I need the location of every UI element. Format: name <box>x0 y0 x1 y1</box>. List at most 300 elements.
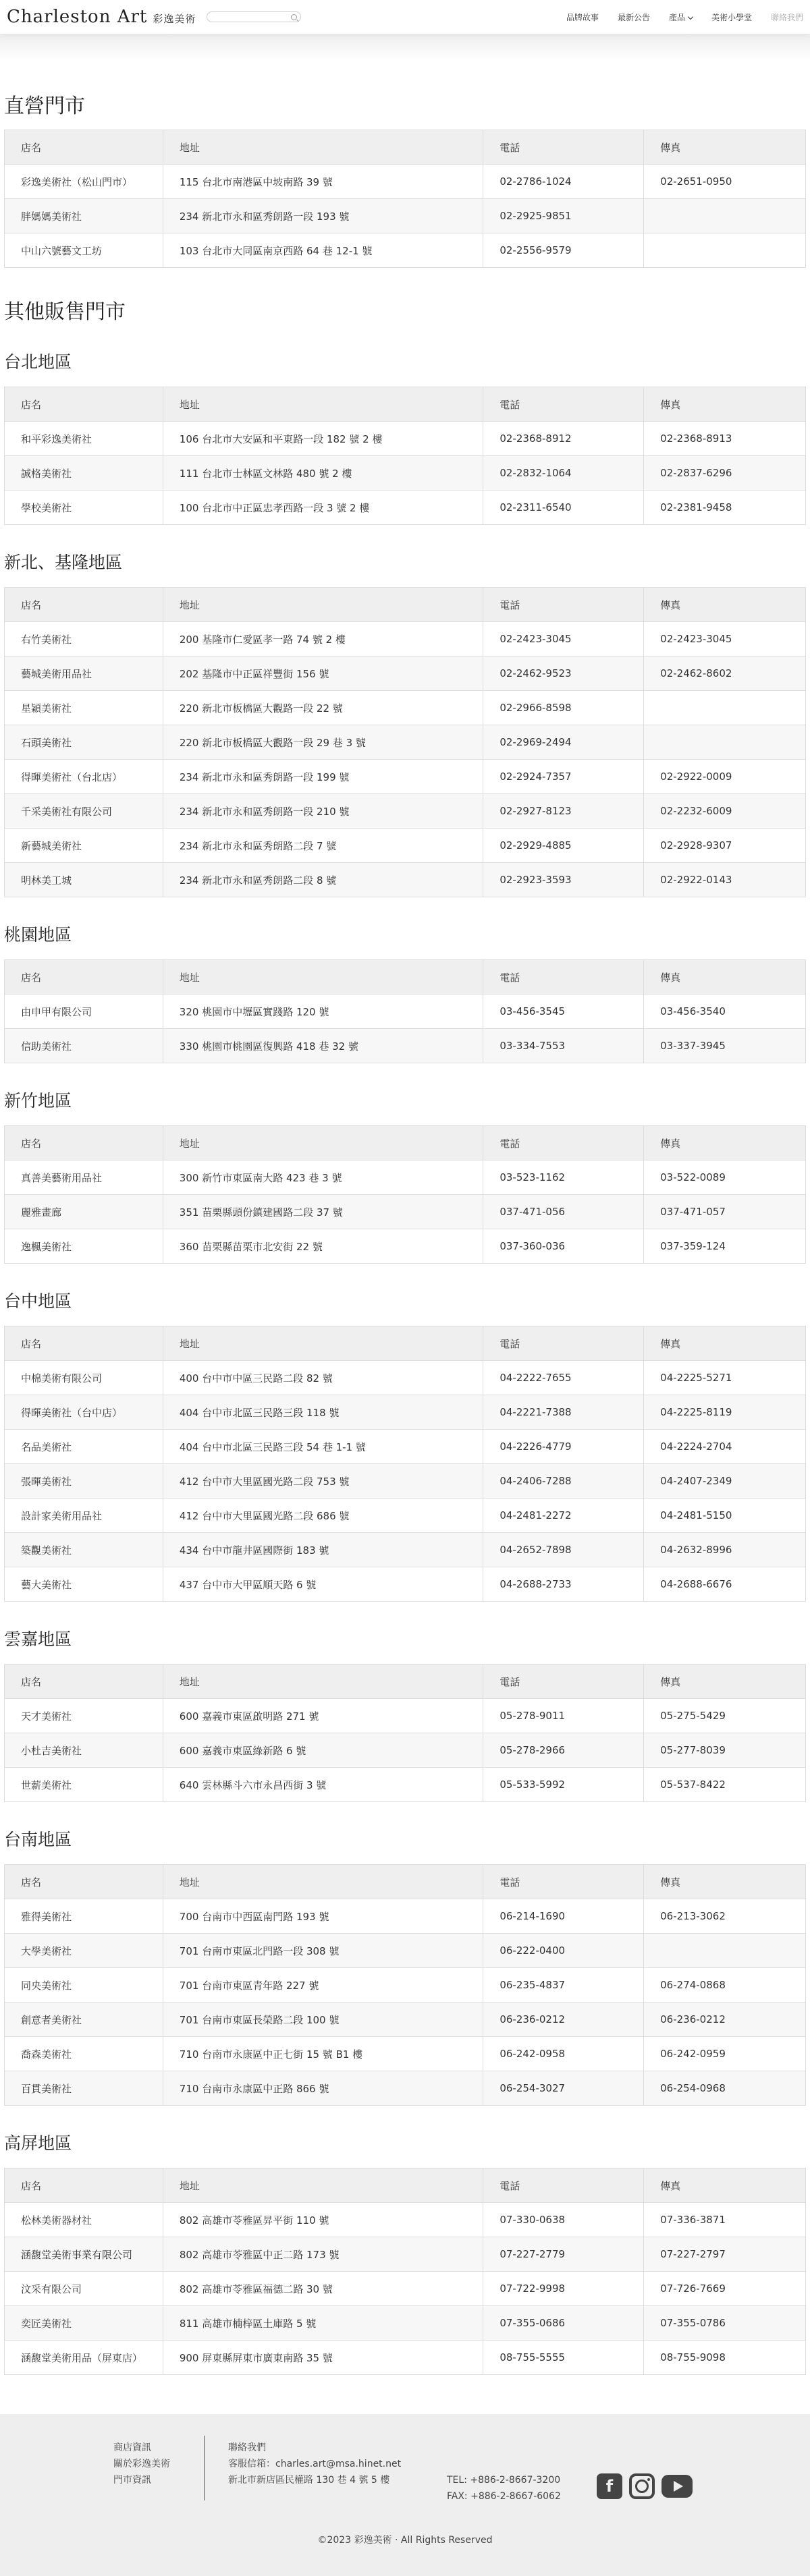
fax-cell: 06-213-3062 <box>644 1899 806 1934</box>
fax-header: 傳真 <box>644 960 806 995</box>
site-footer <box>0 2414 810 2576</box>
direct-stores-table-wrap <box>4 130 806 268</box>
table-row <box>5 760 806 794</box>
address-cell: 802 高雄市苓雅區福德二路 30 號 <box>163 2272 483 2306</box>
store-name-cell: 學校美術社 <box>5 491 163 525</box>
phone-cell: 02-2786-1024 <box>483 165 644 199</box>
store-name-cell: 築觀美術社 <box>5 1533 163 1567</box>
address-cell: 220 新北市板橋區大觀路一段 22 號 <box>163 691 483 725</box>
contact-tel: TEL: +886-2-8667-3200 <box>447 2475 561 2486</box>
fax-cell: 08-755-9098 <box>644 2341 806 2375</box>
store-name-cell: 喬森美術社 <box>5 2037 163 2071</box>
store-name-header: 店名 <box>5 960 163 995</box>
table-header-row <box>5 588 806 622</box>
address-cell: 234 新北市永和區秀朗路一段 193 號 <box>163 199 483 233</box>
region-title: 新竹地區 <box>4 1091 72 1111</box>
store-table <box>4 2168 806 2375</box>
contact-title: 聯絡我們 <box>228 2442 266 2453</box>
store-name-cell: 百貫美術社 <box>5 2071 163 2106</box>
store-name-header: 店名 <box>5 130 163 165</box>
address-cell: 115 台北市南港區中坡南路 39 號 <box>163 165 483 199</box>
phone-header: 電話 <box>483 130 644 165</box>
table-header-row <box>5 1865 806 1899</box>
phone-cell: 06-214-1690 <box>483 1899 644 1934</box>
footer-link-store-info[interactable]: 商店資訊 <box>113 2442 151 2453</box>
store-name-cell: 石頭美術社 <box>5 725 163 760</box>
table-row <box>5 691 806 725</box>
table-row <box>5 1430 806 1464</box>
table-header-row <box>5 387 806 422</box>
fax-cell <box>644 199 806 233</box>
address-header: 地址 <box>163 588 483 622</box>
table-row <box>5 1934 806 1968</box>
store-name-cell: 由申甲有限公司 <box>5 995 163 1029</box>
store-name-cell: 彩逸美術社（松山門市） <box>5 165 163 199</box>
nav-products[interactable] <box>669 11 693 23</box>
address-cell: 412 台中市大里區國光路二段 686 號 <box>163 1499 483 1533</box>
store-name-cell: 世薪美術社 <box>5 1768 163 1802</box>
region-title: 台北地區 <box>4 352 72 372</box>
table-row <box>5 2037 806 2071</box>
fax-cell: 02-2922-0143 <box>644 863 806 897</box>
address-header: 地址 <box>163 1865 483 1899</box>
store-table <box>4 1664 806 1802</box>
fax-cell: 04-2225-8119 <box>644 1395 806 1430</box>
address-cell: 434 台中市龍井區國際街 183 號 <box>163 1533 483 1567</box>
fax-cell: 06-236-0212 <box>644 2003 806 2037</box>
fax-cell: 02-2232-6009 <box>644 794 806 829</box>
store-name-cell: 涵馥堂美術事業有限公司 <box>5 2237 163 2272</box>
table-row <box>5 1768 806 1802</box>
phone-cell: 07-722-9998 <box>483 2272 644 2306</box>
phone-cell: 037-471-056 <box>483 1195 644 1229</box>
phone-cell: 02-2923-3593 <box>483 863 644 897</box>
phone-cell: 02-2311-6540 <box>483 491 644 525</box>
nav-news[interactable]: 最新公告 <box>617 12 650 22</box>
contact-address: 新北市新店區民權路 130 巷 4 號 5 樓 <box>228 2475 390 2486</box>
address-header: 地址 <box>163 1126 483 1160</box>
table-row <box>5 1361 806 1395</box>
fax-header: 傳真 <box>644 387 806 422</box>
site-header <box>0 0 810 34</box>
address-cell: 701 台南市東區青年路 227 號 <box>163 1968 483 2003</box>
table-row <box>5 1533 806 1567</box>
table-row <box>5 1499 806 1533</box>
phone-cell: 06-254-3027 <box>483 2071 644 2106</box>
footer-contact <box>228 2440 401 2488</box>
contact-fax: FAX: +886-2-8667-6062 <box>447 2491 561 2502</box>
fax-cell: 05-275-5429 <box>644 1699 806 1733</box>
phone-cell: 06-222-0400 <box>483 1934 644 1968</box>
address-cell: 330 桃園市桃園區復興路 418 巷 32 號 <box>163 1029 483 1063</box>
fax-cell: 02-2462-8602 <box>644 656 806 691</box>
table-row <box>5 2003 806 2037</box>
phone-cell: 02-2925-9851 <box>483 199 644 233</box>
table-header-row <box>5 130 806 165</box>
phone-cell: 02-2832-1064 <box>483 456 644 491</box>
region-title: 高屏地區 <box>4 2133 72 2153</box>
phone-cell: 04-2688-2733 <box>483 1567 644 1602</box>
address-cell: 710 台南市永康區中正七街 15 號 B1 樓 <box>163 2037 483 2071</box>
social-links <box>597 2473 693 2499</box>
phone-cell: 05-278-9011 <box>483 1699 644 1733</box>
address-cell: 404 台中市北區三民路三段 118 號 <box>163 1395 483 1430</box>
store-name-header: 店名 <box>5 1126 163 1160</box>
store-name-cell: 雅得美術社 <box>5 1899 163 1934</box>
store-name-cell: 右竹美術社 <box>5 622 163 656</box>
store-name-cell: 奕匠美術社 <box>5 2306 163 2341</box>
address-cell: 106 台北市大安區和平東路一段 182 號 2 樓 <box>163 422 483 456</box>
store-name-cell: 千采美術社有限公司 <box>5 794 163 829</box>
store-name-cell: 小杜吉美術社 <box>5 1733 163 1768</box>
store-name-cell: 得暉美術社（台北店） <box>5 760 163 794</box>
table-row <box>5 995 806 1029</box>
regions-wrap <box>4 349 806 2375</box>
address-cell: 640 雲林縣斗六市永昌西街 3 號 <box>163 1768 483 1802</box>
phone-cell: 02-2423-3045 <box>483 622 644 656</box>
phone-cell: 04-2222-7655 <box>483 1361 644 1395</box>
phone-cell: 08-755-5555 <box>483 2341 644 2375</box>
store-name-cell: 同央美術社 <box>5 1968 163 2003</box>
store-name-cell: 涵馥堂美術用品（屏東店） <box>5 2341 163 2375</box>
store-name-cell: 中山六號藝文工坊 <box>5 233 163 268</box>
store-table <box>4 587 806 897</box>
search-box <box>207 11 301 22</box>
fax-cell: 04-2688-6676 <box>644 1567 806 1602</box>
footer-divider <box>204 2436 205 2500</box>
store-table <box>4 387 806 525</box>
store-name-cell: 大學美術社 <box>5 1934 163 1968</box>
fax-cell: 04-2225-5271 <box>644 1361 806 1395</box>
store-name-cell: 麗雅畫廊 <box>5 1195 163 1229</box>
nav-art-school[interactable]: 美術小學堂 <box>711 12 752 22</box>
region-title: 新北、基隆地區 <box>4 553 123 572</box>
fax-header: 傳真 <box>644 1326 806 1361</box>
table-row <box>5 1968 806 2003</box>
fax-cell: 03-456-3540 <box>644 995 806 1029</box>
table-row <box>5 233 806 268</box>
contact-email[interactable]: 客服信箱：charles.art@msa.hinet.net <box>228 2459 402 2469</box>
fax-cell: 06-242-0959 <box>644 2037 806 2071</box>
main-nav <box>566 11 803 23</box>
phone-cell: 04-2406-7288 <box>483 1464 644 1499</box>
table-row <box>5 829 806 863</box>
facebook-icon[interactable]: f <box>597 2473 622 2499</box>
footer-link-about[interactable]: 關於彩逸美術 <box>113 2459 170 2469</box>
phone-cell: 02-2929-4885 <box>483 829 644 863</box>
fax-cell: 07-336-3871 <box>644 2203 806 2237</box>
fax-cell: 05-537-8422 <box>644 1768 806 1802</box>
address-header: 地址 <box>163 1326 483 1361</box>
table-header-row <box>5 1126 806 1160</box>
phone-cell: 02-2462-9523 <box>483 656 644 691</box>
table-row <box>5 2237 806 2272</box>
table-header-row <box>5 960 806 995</box>
fax-header: 傳真 <box>644 1664 806 1699</box>
fax-cell: 07-227-2797 <box>644 2237 806 2272</box>
address-cell: 111 台北市士林區文林路 480 號 2 樓 <box>163 456 483 491</box>
store-table <box>4 130 806 268</box>
store-name-cell: 張暉美術社 <box>5 1464 163 1499</box>
brand-name-zh: 彩逸美術 <box>153 13 196 25</box>
fax-cell <box>644 233 806 268</box>
address-cell: 710 台南市永康區中正路 866 號 <box>163 2071 483 2106</box>
address-cell: 100 台北市中正區忠孝西路一段 3 號 2 樓 <box>163 491 483 525</box>
store-table <box>4 1864 806 2106</box>
phone-cell: 04-2481-2272 <box>483 1499 644 1533</box>
address-cell: 320 桃園市中壢區實踐路 120 號 <box>163 995 483 1029</box>
phone-header: 電話 <box>483 1664 644 1699</box>
address-cell: 900 屏東縣屏東市廣東南路 35 號 <box>163 2341 483 2375</box>
phone-header: 電話 <box>483 588 644 622</box>
store-name-header: 店名 <box>5 1664 163 1699</box>
address-cell: 360 苗栗縣苗栗市北安街 22 號 <box>163 1229 483 1264</box>
address-cell: 220 新北市板橋區大觀路一段 29 巷 3 號 <box>163 725 483 760</box>
phone-cell: 07-330-0638 <box>483 2203 644 2237</box>
phone-cell: 07-355-0686 <box>483 2306 644 2341</box>
store-name-cell: 新藝城美術社 <box>5 829 163 863</box>
table-row <box>5 622 806 656</box>
address-cell: 351 苗栗縣頭份鎮建國路二段 37 號 <box>163 1195 483 1229</box>
address-cell: 811 高雄市楠梓區土庫路 5 號 <box>163 2306 483 2341</box>
store-table <box>4 1125 806 1264</box>
table-row <box>5 1395 806 1430</box>
phone-cell: 02-2368-8912 <box>483 422 644 456</box>
address-cell: 234 新北市永和區秀朗路二段 7 號 <box>163 829 483 863</box>
address-cell: 701 台南市東區北門路一段 308 號 <box>163 1934 483 1968</box>
store-name-header: 店名 <box>5 1326 163 1361</box>
phone-header: 電話 <box>483 960 644 995</box>
table-row <box>5 863 806 897</box>
store-name-cell: 信助美術社 <box>5 1029 163 1063</box>
fax-cell: 04-2224-2704 <box>644 1430 806 1464</box>
footer-links <box>113 2440 170 2488</box>
store-name-cell: 中棉美術有限公司 <box>5 1361 163 1395</box>
store-name-cell: 松林美術器材社 <box>5 2203 163 2237</box>
phone-cell: 037-360-036 <box>483 1229 644 1264</box>
phone-cell: 03-334-7553 <box>483 1029 644 1063</box>
phone-header: 電話 <box>483 1326 644 1361</box>
fax-header: 傳真 <box>644 130 806 165</box>
table-row <box>5 1195 806 1229</box>
nav-contact[interactable]: 聯絡我們 <box>770 12 803 22</box>
fax-cell: 05-277-8039 <box>644 1733 806 1768</box>
phone-cell: 02-2966-8598 <box>483 691 644 725</box>
address-cell: 701 台南市東區長榮路二段 100 號 <box>163 2003 483 2037</box>
phone-cell: 05-278-2966 <box>483 1733 644 1768</box>
region-title: 桃園地區 <box>4 925 72 945</box>
store-name-cell: 得暉美術社（台中店） <box>5 1395 163 1430</box>
store-name-cell: 逸楓美術社 <box>5 1229 163 1264</box>
store-name-cell: 明林美工城 <box>5 863 163 897</box>
table-row <box>5 165 806 199</box>
store-table <box>4 1326 806 1602</box>
table-row <box>5 2341 806 2375</box>
phone-cell: 03-523-1162 <box>483 1160 644 1195</box>
phone-cell: 03-456-3545 <box>483 995 644 1029</box>
store-name-cell: 藝城美術用品社 <box>5 656 163 691</box>
address-cell: 700 台南市中西區南門路 193 號 <box>163 1899 483 1934</box>
fax-cell: 037-359-124 <box>644 1229 806 1264</box>
region-title: 台中地區 <box>4 1291 72 1311</box>
fax-cell: 07-355-0786 <box>644 2306 806 2341</box>
address-cell: 234 新北市永和區秀朗路二段 8 號 <box>163 863 483 897</box>
footer-link-stores[interactable]: 門市資訊 <box>113 2475 151 2486</box>
chevron-down-icon <box>688 13 693 19</box>
table-row <box>5 1229 806 1264</box>
address-cell: 802 高雄市苓雅區中正二路 173 號 <box>163 2237 483 2272</box>
phone-header: 電話 <box>483 2168 644 2203</box>
phone-cell: 02-2924-7357 <box>483 760 644 794</box>
main-content <box>0 89 810 2375</box>
footer-phone <box>447 2472 561 2504</box>
fax-cell: 02-2837-6296 <box>644 456 806 491</box>
address-cell: 234 新北市永和區秀朗路一段 199 號 <box>163 760 483 794</box>
youtube-icon[interactable] <box>662 2475 693 2498</box>
store-name-cell: 誠格美術社 <box>5 456 163 491</box>
region-title: 雲嘉地區 <box>4 1629 72 1649</box>
address-cell: 802 高雄市苓雅區昇平街 110 號 <box>163 2203 483 2237</box>
phone-cell: 02-2556-9579 <box>483 233 644 268</box>
table-row <box>5 1699 806 1733</box>
address-header: 地址 <box>163 960 483 995</box>
fax-header: 傳真 <box>644 588 806 622</box>
fax-cell: 02-2922-0009 <box>644 760 806 794</box>
store-name-cell: 藝大美術社 <box>5 1567 163 1602</box>
fax-cell: 07-726-7669 <box>644 2272 806 2306</box>
fax-cell: 02-2651-0950 <box>644 165 806 199</box>
fax-cell: 04-2407-2349 <box>644 1464 806 1499</box>
table-row <box>5 1733 806 1768</box>
store-name-cell: 設計家美術用品社 <box>5 1499 163 1533</box>
store-table <box>4 959 806 1063</box>
phone-cell: 02-2969-2494 <box>483 725 644 760</box>
address-header: 地址 <box>163 387 483 422</box>
table-row <box>5 456 806 491</box>
table-header-row <box>5 1664 806 1699</box>
table-row <box>5 1160 806 1195</box>
fax-cell <box>644 691 806 725</box>
store-name-cell: 星穎美術社 <box>5 691 163 725</box>
phone-cell: 02-2927-8123 <box>483 794 644 829</box>
store-name-header: 店名 <box>5 1865 163 1899</box>
table-row <box>5 2272 806 2306</box>
fax-cell <box>644 1934 806 1968</box>
fax-header: 傳真 <box>644 2168 806 2203</box>
store-name-cell: 天才美術社 <box>5 1699 163 1733</box>
address-cell: 202 基隆市中正區祥豐街 156 號 <box>163 656 483 691</box>
address-cell: 404 台中市北區三民路三段 54 巷 1-1 號 <box>163 1430 483 1464</box>
phone-cell: 04-2652-7898 <box>483 1533 644 1567</box>
table-row <box>5 725 806 760</box>
fax-cell: 03-337-3945 <box>644 1029 806 1063</box>
fax-cell: 06-274-0868 <box>644 1968 806 2003</box>
address-header: 地址 <box>163 130 483 165</box>
search-icon[interactable] <box>291 14 297 20</box>
address-cell: 103 台北市大同區南京西路 64 巷 12-1 號 <box>163 233 483 268</box>
table-row <box>5 1567 806 1602</box>
table-header-row <box>5 2168 806 2203</box>
phone-cell: 04-2221-7388 <box>483 1395 644 1430</box>
table-row <box>5 1464 806 1499</box>
fax-cell: 02-2423-3045 <box>644 622 806 656</box>
table-row <box>5 422 806 456</box>
table-row <box>5 1029 806 1063</box>
store-name-cell: 名品美術社 <box>5 1430 163 1464</box>
address-cell: 600 嘉義市東區啟明路 271 號 <box>163 1699 483 1733</box>
fax-header: 傳真 <box>644 1865 806 1899</box>
table-header-row <box>5 1326 806 1361</box>
store-name-header: 店名 <box>5 387 163 422</box>
fax-cell: 04-2632-8996 <box>644 1533 806 1567</box>
store-name-cell: 和平彩逸美術社 <box>5 422 163 456</box>
table-row <box>5 2306 806 2341</box>
fax-cell <box>644 725 806 760</box>
search-input[interactable] <box>213 13 291 21</box>
address-cell: 400 台中市中區三民路二段 82 號 <box>163 1361 483 1395</box>
copyright: ©2023 彩逸美術 · All Rights Reserved <box>317 2535 493 2546</box>
table-row <box>5 491 806 525</box>
address-cell: 300 新竹市東區南大路 423 巷 3 號 <box>163 1160 483 1195</box>
fax-cell: 037-471-057 <box>644 1195 806 1229</box>
fax-cell: 02-2928-9307 <box>644 829 806 863</box>
store-name-cell: 創意者美術社 <box>5 2003 163 2037</box>
fax-cell: 03-522-0089 <box>644 1160 806 1195</box>
phone-cell: 07-227-2779 <box>483 2237 644 2272</box>
direct-stores-title: 直營門市 <box>4 94 85 118</box>
fax-cell: 02-2381-9458 <box>644 491 806 525</box>
phone-header: 電話 <box>483 1126 644 1160</box>
table-row <box>5 2071 806 2106</box>
table-row <box>5 656 806 691</box>
header-shadow <box>0 34 810 61</box>
address-cell: 600 嘉義市東區綠新路 6 號 <box>163 1733 483 1768</box>
store-name-cell: 真善美藝術用品社 <box>5 1160 163 1195</box>
fax-cell: 02-2368-8913 <box>644 422 806 456</box>
phone-cell: 06-242-0958 <box>483 2037 644 2071</box>
table-row <box>5 2203 806 2237</box>
phone-cell: 04-2226-4779 <box>483 1430 644 1464</box>
nav-products-label: 產品 <box>668 12 685 22</box>
phone-cell: 05-533-5992 <box>483 1768 644 1802</box>
address-header: 地址 <box>163 2168 483 2203</box>
address-cell: 200 基隆市仁愛區孝一路 74 號 2 樓 <box>163 622 483 656</box>
address-header: 地址 <box>163 1664 483 1699</box>
address-cell: 437 台中市大甲區順天路 6 號 <box>163 1567 483 1602</box>
table-row <box>5 794 806 829</box>
table-row <box>5 199 806 233</box>
phone-header: 電話 <box>483 1865 644 1899</box>
address-cell: 412 台中市大里區國光路二段 753 號 <box>163 1464 483 1499</box>
brand-logo[interactable] <box>7 7 196 27</box>
brand-name-en: Charleston Art <box>7 7 148 27</box>
store-name-cell: 胖媽媽美術社 <box>5 199 163 233</box>
store-name-cell: 汶采有限公司 <box>5 2272 163 2306</box>
fax-cell: 04-2481-5150 <box>644 1499 806 1533</box>
phone-cell: 06-236-0212 <box>483 2003 644 2037</box>
fax-cell: 06-254-0968 <box>644 2071 806 2106</box>
other-stores-title: 其他販售門市 <box>4 300 126 324</box>
store-name-header: 店名 <box>5 588 163 622</box>
fax-header: 傳真 <box>644 1126 806 1160</box>
instagram-icon[interactable] <box>629 2473 655 2499</box>
table-row <box>5 1899 806 1934</box>
phone-header: 電話 <box>483 387 644 422</box>
address-cell: 234 新北市永和區秀朗路一段 210 號 <box>163 794 483 829</box>
phone-cell: 06-235-4837 <box>483 1968 644 2003</box>
nav-brand-story[interactable]: 品牌故事 <box>566 12 599 22</box>
region-title: 台南地區 <box>4 1830 72 1849</box>
